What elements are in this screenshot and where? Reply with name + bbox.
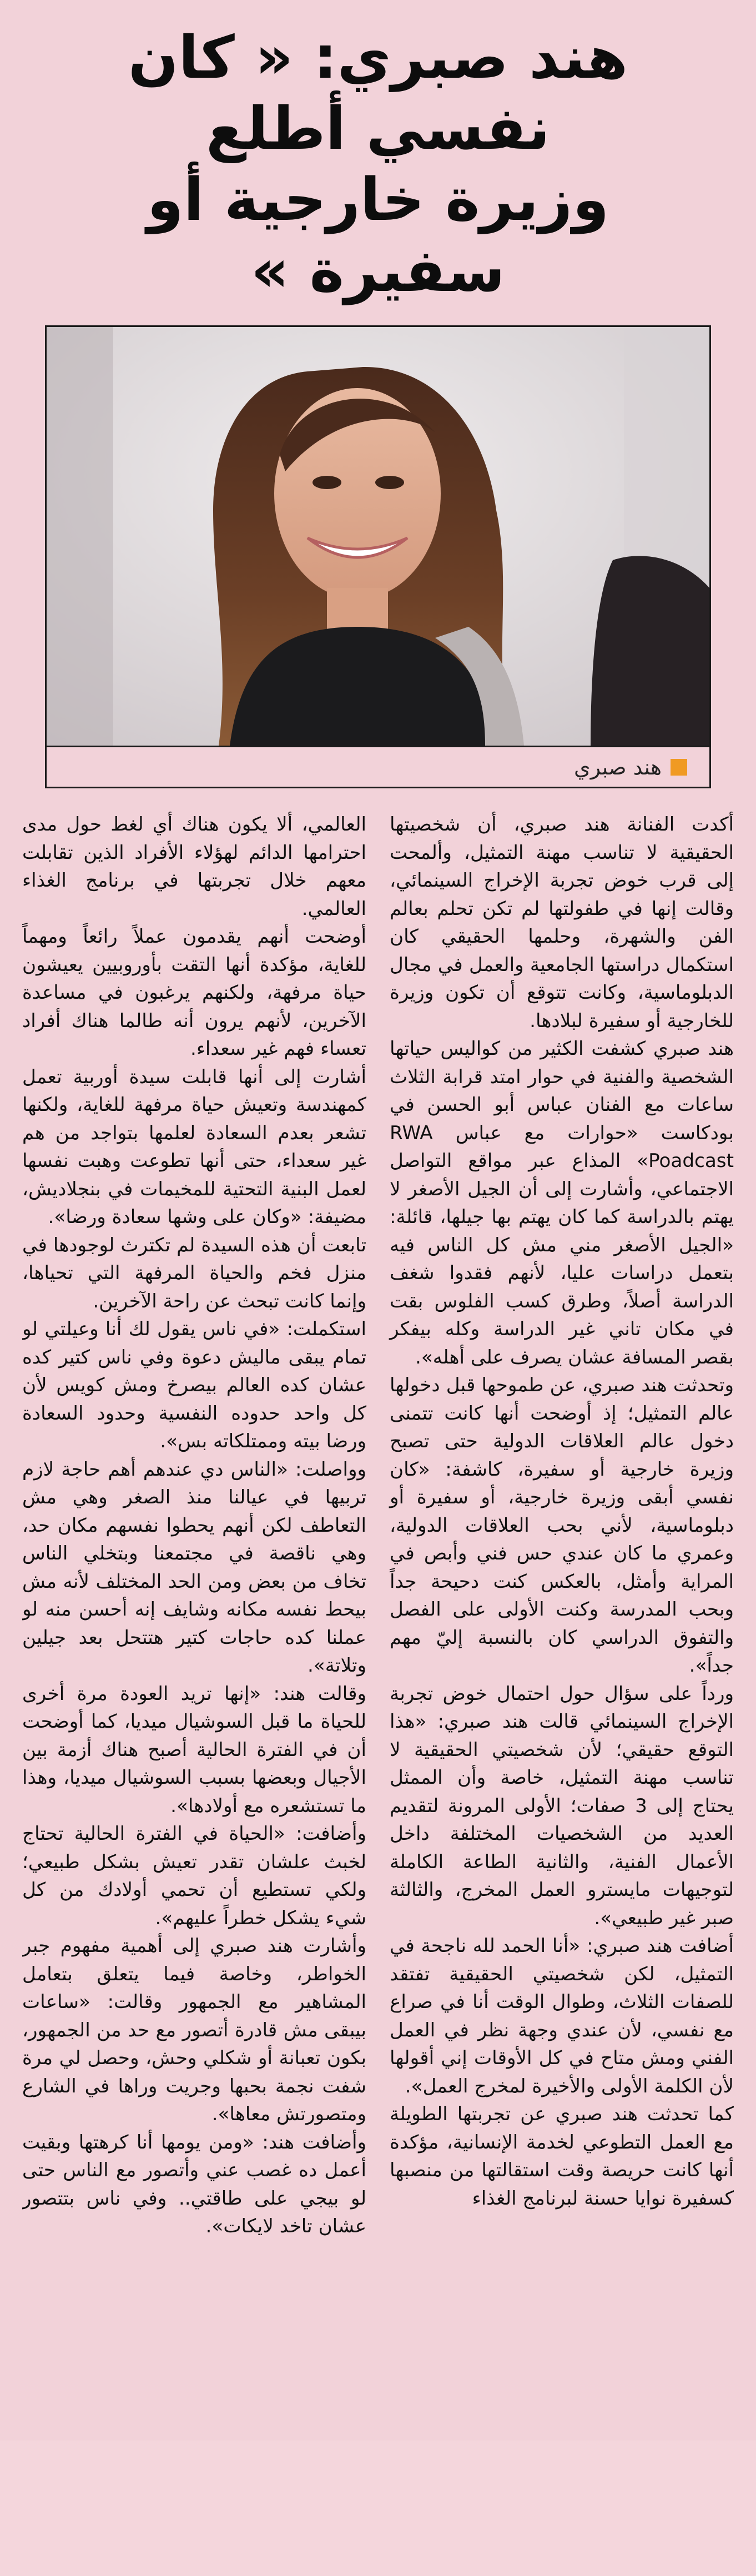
paragraph: وقالت هند: «إنها تريد العودة مرة أخرى للحياة ما قبل السوشيال ميديا، كما أوضحت أن في الفترة الحالية أصبح هناك أزمة بين الأجيال وبعضها بسبب السوشيال ميديا، وهذا ما تستشعره مع أولادها». xyxy=(22,1682,366,1817)
paragraph: كما تحدثت هند صبري عن تجربتها الطويلة مع العمل التطوعي لخدمة الإنسانية، مؤكدة أنها كانت حريصة وقت استقالتها من منصبها كسفيرة نوايا حسنة لبرنامج الغذاء xyxy=(390,2103,734,2210)
caption-text: هند صبري xyxy=(574,754,662,779)
paragraph: وأضافت: «الحياة في الفترة الحالية تحتاج لخبث علشان تقدر تعيش بشكل طبيعي؛ ولكي تستطيع أن تحمي أولادك من كل شيء يشكل خطراً عليهم». xyxy=(22,1823,366,1929)
paragraph: وأشارت هند صبري إلى أهمية مفهوم جبر الخواطر، وخاصة فيما يتعلق بتعامل المشاهير مع الجمهور وقالت: «ساعات بيبقى مش قادرة أتصور مع حد من الجمهور، بكون تعبانة أو شكلي وحش، وحصل لي مرة شفت نجمة بحبها وجريت وراها في الشارع ومتصورتش معاها». xyxy=(22,1935,366,2125)
article-photo xyxy=(45,325,711,747)
paragraph: ورداً على سؤال حول احتمال خوض تجربة الإخراج السينمائي قالت هند صبري: «هذا التوقع حقيقي؛ لأن شخصيتي الحقيقية لا تناسب مهنة التمثيل، خاصة وأن الممثل يحتاج إلى 3 صفات؛ الأولى المرونة لتقديم العديد من الشخصيات المختلفة داخل الأعمال الفنية، والثانية الطاعة الكاملة لتوجيهات مايسترو العمل المخرج، والثالثة صبر غير طبيعي». xyxy=(390,1682,734,1929)
paragraph: استكملت: «في ناس يقول لك أنا وعيلتي لو تمام يبقى ماليش دعوة وفي ناس كتير كده عشان كده العالم بيصرخ ومش كويس لأن كل واحد حدوده النفسية وحدود السعادة ورضا بيته وممتلكاته بس». xyxy=(22,1318,366,1452)
paragraph: تابعت أن هذه السيدة لم تكترث لوجودها في منزل فخم والحياة المرفهة التي تحياها، وإنما كانت تبحث عن راحة الآخرين. xyxy=(22,1234,366,1312)
paragraph: أكدت الفنانة هند صبري، أن شخصيتها الحقيقية لا تناسب مهنة التمثيل، وألمحت إلى قرب خوض تجربة الإخراج السينمائي، وقالت إنها في طفولتها لم تكن تحلم بعالم الفن والشهرة، وحلمها الحقيقي كان استكمال دراستها الجامعية والعمل في مجال الدبلوماسية، وكانت تتوقع أن تكون وزيرة للخارجية أو سفيرة لبلادها. xyxy=(390,813,734,1032)
caption-marker xyxy=(671,759,687,776)
paragraph: أشارت إلى أنها قابلت سيدة أوربية تعمل كمهندسة وتعيش حياة مرفهة للغاية، ولكنها تشعر بعدم السعادة لعلمها بتواجد من هم غير سعداء، حتى أنها تطوعت وهبت نفسها لعمل البنية التحتية للمخيمات في بنجلاديش، مضيفة: «وكان على وشها سعادة ورضا». xyxy=(22,1065,366,1228)
paragraph: وواصلت: «الناس دي عندهم أهم حاجة لازم تربيها في عيالنا منذ الصغر وهي مش التعاطف لكن أنهم يحطوا نفسهم مكان حد، وهي ناقصة في مجتمعنا وبتخلي الناس تخاف من بعض ومن الحد المختلف لأنه مش بيحط نفسه مكانه وشايف إنه أحسن منه لو عملنا كده حاجات كتير هتتحل بعد جيلين وتلاتة». xyxy=(22,1458,366,1677)
article-body xyxy=(22,811,734,2576)
headline xyxy=(22,22,734,306)
headline-line-1: هند صبري: « كان نفسي أطلع xyxy=(128,23,628,163)
paragraph: وتحدثت هند صبري، عن طموحها قبل دخولها عالم التمثيل؛ إذ أوضحت أنها كانت تتمنى دخول عالم العلاقات الدولية حتى تصبح وزيرة خارجية أو سفيرة، كاشفة: «كان نفسي أبقى وزيرة خارجية، أو سفيرة أو دبلوماسية، لأني بحب العلاقات الدولية، وعمري ما كان عندي حس فني وأبص في المراية وأمثل، بالعكس كنت دحيحة جداً وبحب المدرسة وكنت الأولى على الفصل والتفوق الدراسي كان بالنسبة إليّ مهم جداً». xyxy=(390,1374,734,1677)
paragraph: هند صبري كشفت الكثير من كواليس حياتها الشخصية والفنية في حوار امتد قرابة الثلاث ساعات مع الفنان عباس أبو الحسن في بودكاست «حوارات مع عباس RWA Poadcast» المذاع عبر مواقع التواصل الاجتماعي، وأشارت إلى أن الجيل الأصغر لا يهتم بالدراسة كما كان يهتم بها جيلها، قائلة: «الجيل الأصغر مني مش كل الناس فيه بتعمل دراسات عليا، لأنهم فقدوا شغف الدراسة أصلاً، وطرق كسب الفلوس بقت في مكان تاني غير الدراسة وكله بيفكر بقصر المسافة عشان يصرف على أهله». xyxy=(390,1038,734,1368)
left-column xyxy=(22,811,366,2576)
right-column xyxy=(390,811,734,2576)
photo-caption xyxy=(45,747,711,788)
headline-line-2: وزيرة خارجية أو سفيرة » xyxy=(147,165,609,305)
paragraph: العالمي، ألا يكون هناك أي لغط حول مدى احترامها الدائم لهؤلاء الأفراد الذين تقابلت معهم خلال تجربتها في برنامج الغذاء العالمي. xyxy=(22,813,366,920)
portrait-illustration xyxy=(47,327,709,746)
paragraph: أضافت هند صبري: «أنا الحمد لله ناجحة في التمثيل، لكن شخصيتي الحقيقية تفتقد للصفات الثلاث، وطوال الوقت أنا في صراع مع نفسي، لأن عندي وجهة نظر في العمل الفني ومش متاح في كل الأوقات إني أقولها لأن الكلمة الأولى والأخيرة لمخرج العمل». xyxy=(390,1935,734,2097)
paragraph: وأضافت هند: «ومن يومها أنا كرهتها وبقيت أعمل ده غصب عني وأتصور مع الناس حتى لو بيجي على طاقتي.. وفي ناس بتتصور عشان تاخد لايكات». xyxy=(22,2131,366,2237)
paragraph: أوضحت أنهم يقدمون عملاً رائعاً ومهماً للغاية، مؤكدة أنها التقت بأوروبيين يعيشون حياة مرفهة، ولكنهم يرغبون في مساعدة الآخرين، لأنهم يرون أنه طالما هناك أفراد تعساء فهم غير سعداء. xyxy=(22,925,366,1060)
